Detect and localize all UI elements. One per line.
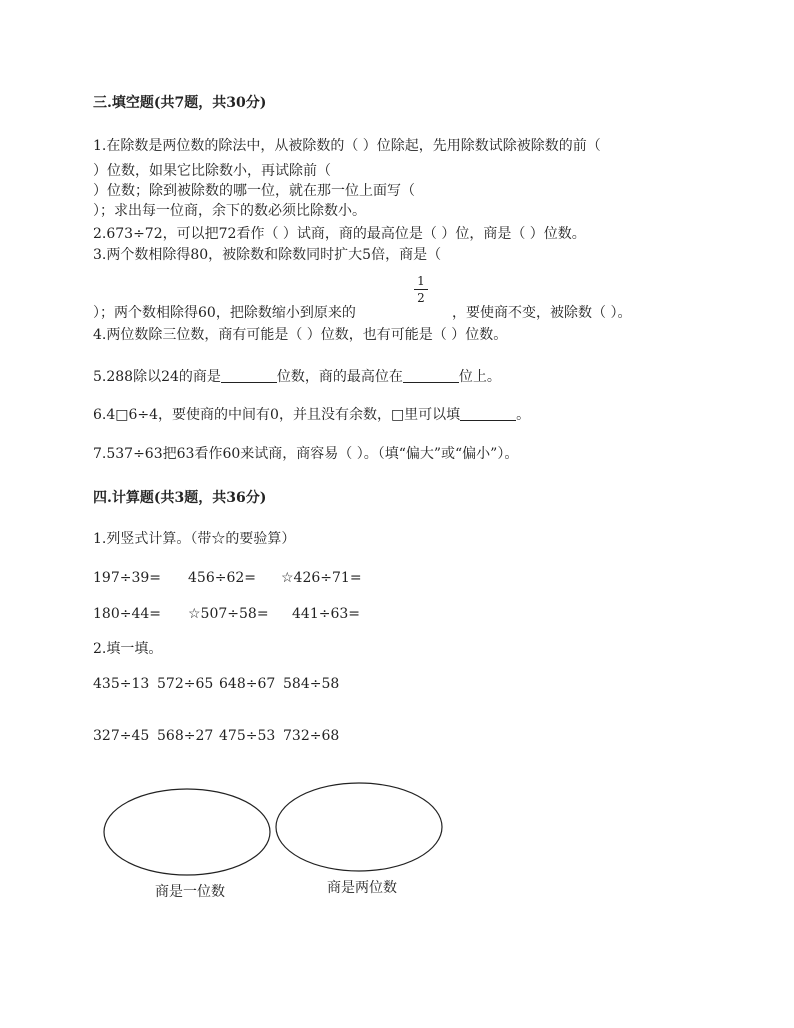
q3-line1: 3.两个数相除得80，被除数和除数同时扩大5倍，商是（ bbox=[93, 247, 442, 263]
calc-row2-item2: ☆507÷58= bbox=[188, 606, 269, 622]
q1-line4: ）；求出每一位商，余下的数必须比除数小。 bbox=[93, 203, 366, 219]
ellipse-one-digit[interactable] bbox=[104, 789, 270, 875]
calc-q2-title: 2.填一填。 bbox=[93, 641, 163, 657]
q3-line2b: ，要使商不变，被除数（ ）。 bbox=[452, 305, 632, 321]
q4-text: 4.两位数除三位数，商有可能是（ ）位数，也有可能是（ ）位数。 bbox=[93, 327, 508, 343]
q5-part3: 位上。 bbox=[458, 369, 501, 385]
fill-row1-item3: 648÷67 bbox=[219, 676, 276, 692]
q3-fraction-denominator: 2 bbox=[417, 291, 425, 305]
q7-text: 7.537÷63把63看作60来试商，商容易（ ）。（填“偏大”或“偏小”）。 bbox=[93, 446, 519, 462]
ellipse-right-label: 商是两位数 bbox=[327, 880, 397, 896]
section4-title: 四.计算题(共3题，共36分) bbox=[93, 490, 267, 506]
fill-row1-item1: 435÷13 bbox=[93, 676, 150, 692]
calc-row1-item2: 456÷62= bbox=[188, 570, 256, 586]
fill-row2-item4: 732÷68 bbox=[283, 728, 340, 744]
q1-line3: ）位数；除到被除数的哪一位，就在那一位上面写（ bbox=[93, 183, 415, 199]
q5-part1: 5.288除以24的商是 bbox=[93, 369, 221, 385]
ellipse-two-digit[interactable] bbox=[276, 783, 442, 871]
q1-line1: 1.在除数是两位数的除法中，从被除数的（ ）位除起，先用除数试除被除数的前（ bbox=[93, 138, 601, 154]
q6-part1: 6.4□6÷4，要使商的中间有0，并且没有余数，□里可以填 bbox=[93, 407, 461, 423]
q5-part2: 位数，商的最高位在 bbox=[276, 369, 403, 385]
calc-row1-item3: ☆426÷71= bbox=[281, 570, 362, 586]
q3-fraction-numerator: 1 bbox=[417, 274, 425, 288]
fill-row2-item2: 568÷27 bbox=[157, 728, 214, 744]
q1-line2: ）位数，如果它比除数小，再试除前（ bbox=[93, 163, 331, 179]
q3-line2a: ）；两个数相除得60，把除数缩小到原来的 bbox=[93, 305, 356, 321]
calc-row1-item1: 197÷39= bbox=[93, 570, 161, 586]
fill-row2-item1: 327÷45 bbox=[93, 728, 150, 744]
calc-row2-item3: 441÷63= bbox=[292, 606, 360, 622]
q2-text: 2.673÷72，可以把72看作（ ）试商，商的最高位是（ ）位，商是（ ）位数。 bbox=[93, 226, 586, 242]
fill-row1-item2: 572÷65 bbox=[157, 676, 214, 692]
q6-part2: 。 bbox=[516, 407, 531, 423]
fill-row2-item3: 475÷53 bbox=[219, 728, 276, 744]
fill-row1-item4: 584÷58 bbox=[283, 676, 340, 692]
calc-q1-title: 1.列竖式计算。（带☆的要验算） bbox=[93, 531, 296, 547]
ellipse-left-label: 商是一位数 bbox=[155, 884, 225, 900]
section3-title: 三.填空题(共7题，共30分) bbox=[93, 95, 267, 111]
calc-row2-item1: 180÷44= bbox=[93, 606, 161, 622]
